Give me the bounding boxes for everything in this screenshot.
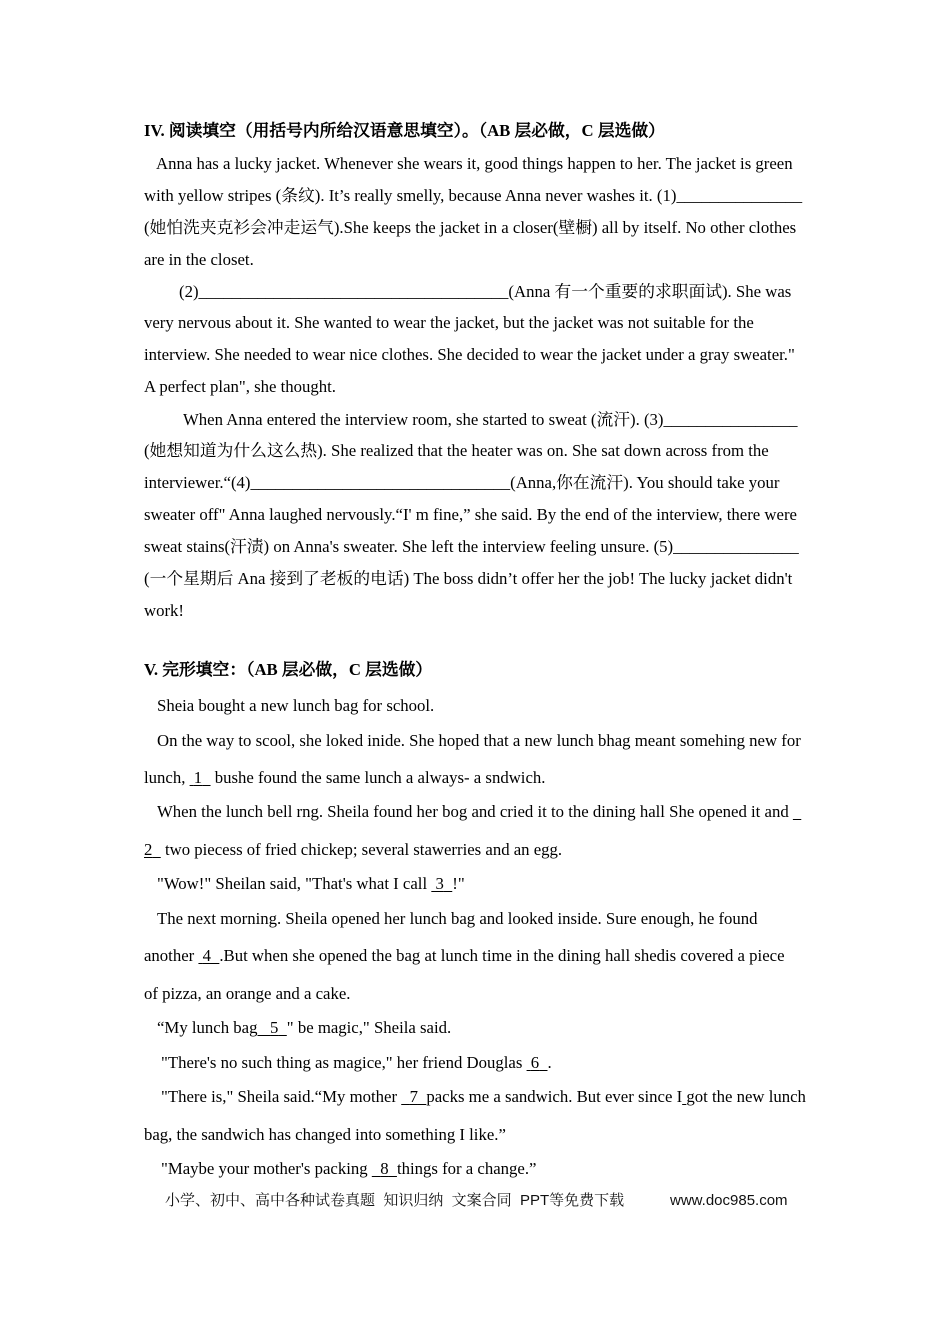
line-text-before: When the lunch bell rng. Sheila found her bog and cried it to the dining hall She opened it and — [157, 802, 793, 821]
blank-4 — [198, 946, 219, 965]
blank-number: 1 — [193, 768, 203, 787]
section-v-line-14 — [161, 1159, 536, 1179]
blank-number: 4 — [202, 946, 211, 965]
line-text-after: things for a change.” — [396, 1159, 537, 1178]
line-text-after: .But when she opened the bag at lunch time in the dining hall shedis covered a piece — [219, 946, 785, 965]
blank-3 — [431, 874, 452, 893]
line-text-after: " be magic," Sheila said. — [286, 1018, 452, 1037]
line-text-before: "There is," Sheila said.“My mother — [161, 1087, 402, 1106]
section-iv-line-14: (一个星期后 Ana 接到了老板的电话) The boss didn’t offer her the job! The lucky jacket didn't — [144, 569, 793, 588]
section-v-line-5 — [144, 840, 562, 860]
section-v-line-7: The next morning. Sheila opened her lunch bag and looked inside. Sure enough, he found — [157, 909, 758, 928]
line-text-after: two piecess of fried chickep; several stawerries and an egg. — [160, 840, 563, 859]
section-v-line-6 — [157, 874, 465, 894]
line-text-before: "Maybe your mother's packing — [161, 1159, 372, 1178]
section-v-line-10 — [157, 1018, 451, 1038]
line-text-after: . — [547, 1053, 552, 1072]
line-text-middle: packs me a sandwich. But ever since I — [426, 1087, 683, 1106]
line-text-after: !" — [452, 874, 465, 893]
section-iv-line-4: are in the closet. — [144, 250, 254, 269]
section-iv-line-2: with yellow stripes (条纹). It’s really smelly, because Anna never washes it. (1)_______________ — [144, 186, 803, 205]
blank-number: 5 — [270, 1018, 279, 1037]
line-text-before: another — [144, 946, 199, 965]
blank-number: 3 — [435, 874, 444, 893]
blank-5 — [257, 1018, 286, 1037]
section-iv-line-3: (她怕洗夹克衫会冲走运气).She keeps the jacket in a closer(壁橱) all by itself. No other clothes — [144, 218, 797, 237]
section-v-heading: V. 完形填空：（AB 层必做，C 层选做） — [144, 660, 433, 679]
section-iv-line-15: work! — [144, 601, 185, 620]
section-v-line-1: Sheia bought a new lunch bag for school. — [157, 696, 435, 715]
line-text-before: lunch, — [144, 768, 190, 787]
line-text-after: got the new lunch — [686, 1087, 806, 1106]
section-iv-line-5: (2)_____________________________________(Anna 有一个重要的求职面试). She was — [179, 282, 792, 301]
blank-2-underline-start — [793, 802, 801, 821]
section-iv-line-8: A perfect plan", she thought. — [144, 377, 336, 396]
footer-promo-text: 小学、初中、高中各种试卷真题 知识归纳 文案合同 PPT等免费下载 — [165, 1192, 625, 1209]
section-v-line-4 — [157, 802, 801, 822]
line-text-before: "Wow!" Sheilan said, "That's what I call — [157, 874, 432, 893]
section-v-line-9: of pizza, an orange and a cake. — [144, 984, 351, 1003]
blank-1 — [190, 768, 211, 787]
blank-2 — [144, 840, 161, 859]
section-iv-line-9: When Anna entered the interview room, she started to sweat (流汗). (3)________________ — [183, 410, 798, 429]
blank-number: 7 — [409, 1087, 418, 1106]
line-text-before: "There's no such thing as magice," her friend Douglas — [161, 1053, 527, 1072]
section-iv-line-10: (她想知道为什么这么热). She realized that the heater was on. She sat down across from the — [144, 441, 769, 460]
section-iv-line-11: interviewer.“(4)_______________________________(Anna,你在流汗). You should take your — [144, 473, 780, 492]
section-iv-line-13: sweat stains(汗渍) on Anna's sweater. She left the interview feeling unsure. (5)_______________ — [144, 537, 799, 556]
blank-7 — [401, 1087, 426, 1106]
section-v-line-13: bag, the sandwich has changed into something I like.” — [144, 1125, 506, 1144]
section-v-line-2: On the way to scool, she loked inide. She hoped that a new lunch bhag meant somehing new for — [157, 731, 801, 750]
blank-8 — [372, 1159, 397, 1178]
footer-site-url: www.doc985.com — [670, 1192, 788, 1209]
line-text-before: “My lunch bag — [157, 1018, 258, 1037]
blank-number: 8 — [380, 1159, 389, 1178]
section-v-line-11 — [161, 1053, 552, 1073]
section-iv-heading: IV. 阅读填空（用括号内所给汉语意思填空）。（AB 层必做，C 层选做） — [144, 121, 665, 140]
section-v-line-12 — [161, 1087, 806, 1107]
section-iv-line-6: very nervous about it. She wanted to wear the jacket, but the jacket was not suitable for the — [144, 313, 754, 332]
blank-6 — [527, 1053, 548, 1072]
line-text-after: bushe found the same lunch a always- a sndwich. — [210, 768, 546, 787]
section-v-line-8 — [144, 946, 785, 966]
blank-number: 6 — [530, 1053, 540, 1072]
section-v-line-3 — [144, 768, 545, 788]
section-iv-line-7: interview. She needed to wear nice clothes. She decided to wear the jacket under a gray sweater." — [144, 345, 795, 364]
blank-number: 2 — [144, 840, 153, 859]
section-iv-line-12: sweater off" Anna laughed nervously.“I' m fine,” she said. By the end of the interview, there were — [144, 505, 797, 524]
section-iv-line-1: Anna has a lucky jacket. Whenever she wears it, good things happen to her. The jacket is green — [156, 154, 793, 173]
